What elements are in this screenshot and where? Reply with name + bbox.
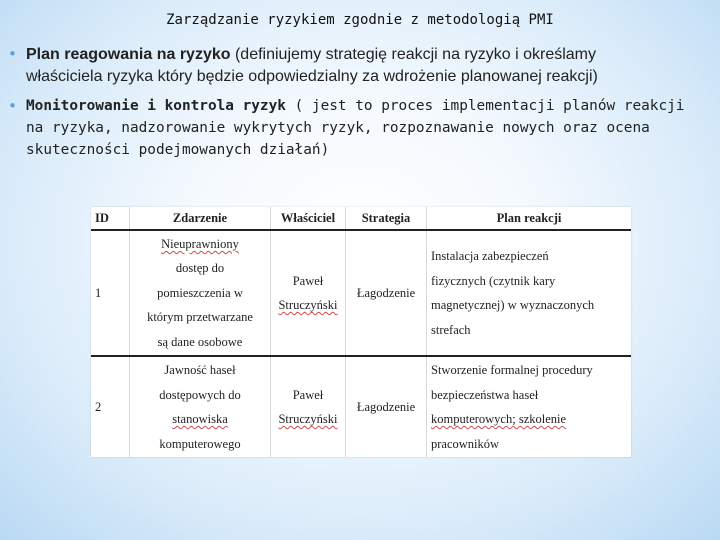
cell-id: 2 [95,399,102,414]
bullet-text: ( jest to proces implementacji planów reakcji [285,98,685,114]
bullet-text: skuteczności podejmowanych działań) [26,142,330,158]
bullet-heading: Plan reagowania na ryzyko [26,46,231,63]
risk-response-table [91,207,631,457]
cell-id: 1 [91,230,130,356]
cell-plan: Stworzenie formalnej procedury bezpieczeństwa haseł komputerowych; szkolenie pracowników [427,356,632,457]
cell-strategy: Łagodzenie [346,230,427,356]
header-event: Zdarzenie [130,207,271,230]
cell-owner: Paweł Struczyński [271,356,346,457]
table-row [91,230,631,356]
bullet-monitoring [8,95,714,161]
bullet-heading: Monitorowanie i kontrola ryzyk [26,98,286,114]
cell-event: Nieuprawniony dostęp do pomieszczenia w którym przetwarzane są dane osobowe [130,230,271,356]
bullet-text: właściciela ryzyka który będzie odpowiedzialny za wdrożenie planowanej reakcji) [26,68,598,85]
cell-plan: Instalacja zabezpieczeń fizycznych (czytnik kary magnetycznej) w wyznaczonych strefach [427,230,632,356]
header-strategy: Strategia [346,207,427,230]
bullet-dot-icon: • [8,45,17,63]
header-id: ID [91,207,130,230]
bullet-dot-icon: • [8,97,18,115]
table-row [91,356,631,457]
header-plan: Plan reakcji [427,207,632,230]
bullet-text: na ryzyka, nadzorowanie wykrytych ryzyk, rozpoznawanie nowych oraz ocena [26,120,650,136]
bullet-text: (definiujemy strategię reakcji na ryzyko i określamy [230,46,596,63]
cell-event: Jawność haseł dostępowych do stanowiska komputerowego [130,356,271,457]
cell-owner: Paweł Struczyński [271,230,346,356]
table-header-row [91,207,631,230]
bullet-response-plan [8,43,714,88]
cell-strategy: Łagodzenie [346,356,427,457]
header-owner: Właściciel [271,207,346,230]
slide-title: Zarządzanie ryzykiem zgodnie z metodologią PMI [166,12,554,28]
